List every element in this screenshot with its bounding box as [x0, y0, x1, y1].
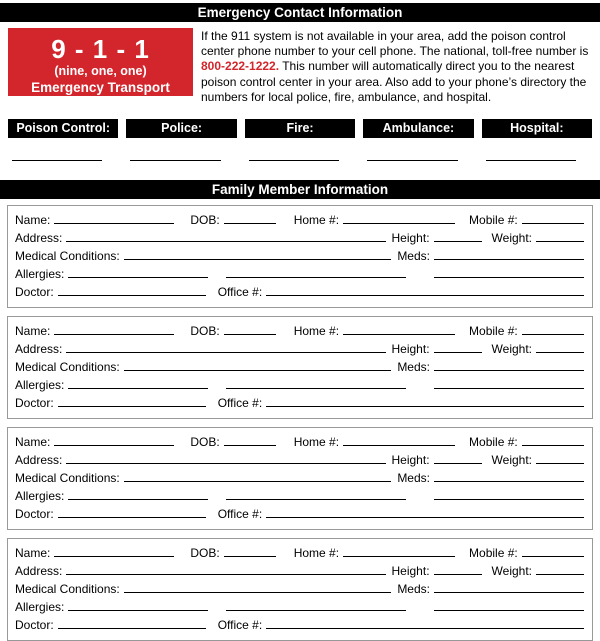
allergies-continuation-blank	[226, 487, 406, 500]
card-row-medical	[15, 247, 584, 265]
field-label-address: Address:	[15, 231, 63, 246]
contact-label: Fire:	[245, 119, 355, 138]
medical-conditions-blank	[124, 580, 392, 593]
field-label-address: Address:	[15, 453, 63, 468]
emergency-contacts-row	[8, 119, 592, 161]
emergency-intro	[0, 22, 600, 112]
meds-continuation-blank-2	[434, 394, 584, 407]
doctor-blank	[58, 505, 206, 518]
meds-blank	[434, 580, 584, 593]
name-blank	[54, 211, 174, 224]
field-label-home-phone: Home #:	[293, 435, 340, 450]
contact-phone-blank	[367, 148, 457, 161]
section-title: Family Member Information	[211, 182, 389, 198]
contact-label: Hospital:	[482, 119, 592, 138]
card-row-name	[15, 322, 584, 340]
field-label-dob: DOB:	[190, 213, 220, 228]
field-label-weight: Weight:	[491, 564, 532, 579]
field-label-doctor: Doctor:	[15, 285, 54, 300]
field-label-name: Name:	[15, 435, 51, 450]
home-phone-blank	[343, 322, 455, 335]
field-label-medical-conditions: Medical Conditions:	[15, 360, 120, 375]
family-member-card	[7, 316, 593, 419]
height-blank	[434, 229, 482, 242]
allergies-blank	[68, 487, 208, 500]
meds-blank	[434, 358, 584, 371]
dob-blank	[224, 544, 276, 557]
office-phone-blank	[266, 505, 434, 518]
address-blank	[66, 229, 385, 242]
name-blank	[54, 544, 174, 557]
dob-blank	[224, 322, 276, 335]
field-label-medical-conditions: Medical Conditions:	[15, 582, 120, 597]
weight-blank	[536, 229, 584, 242]
field-label-doctor: Doctor:	[15, 396, 54, 411]
doctor-blank	[58, 283, 206, 296]
address-blank	[66, 340, 385, 353]
field-label-dob: DOB:	[190, 435, 220, 450]
section-title: Emergency Contact Information	[197, 5, 403, 20]
field-label-meds: Meds:	[397, 471, 430, 486]
meds-blank	[434, 247, 584, 260]
contact-label: Ambulance:	[363, 119, 473, 138]
mobile-phone-blank	[522, 433, 584, 446]
weight-blank	[536, 562, 584, 575]
field-label-medical-conditions: Medical Conditions:	[15, 249, 120, 264]
meds-continuation-blank	[434, 265, 584, 278]
family-member-card	[7, 538, 593, 641]
mobile-phone-blank	[522, 544, 584, 557]
poison-text-after: This number will automatically direct you to the nearest poison control center in your area. Also add to your phone’s directory the numbers for local police, fire, ambulance, and hospital.	[201, 59, 587, 104]
contact-phone-blank	[130, 148, 220, 161]
field-label-office-phone: Office #:	[217, 618, 263, 633]
office-phone-blank	[266, 394, 434, 407]
card-row-address	[15, 451, 584, 469]
field-label-allergies: Allergies:	[15, 378, 65, 393]
field-label-name: Name:	[15, 213, 51, 228]
medical-conditions-blank	[124, 358, 392, 371]
card-row-name	[15, 433, 584, 451]
field-label-height: Height:	[391, 342, 430, 357]
card-row-allergies	[15, 376, 584, 394]
field-label-weight: Weight:	[491, 231, 532, 246]
emergency-contact-form	[0, 3, 600, 633]
card-row-doctor	[15, 505, 584, 523]
poison-control-paragraph	[201, 29, 594, 105]
card-row-medical	[15, 469, 584, 487]
allergies-blank	[68, 598, 208, 611]
home-phone-blank	[343, 544, 455, 557]
card-row-medical	[15, 580, 584, 598]
contact-column	[126, 119, 236, 161]
card-row-address	[15, 229, 584, 247]
meds-continuation-blank-2	[434, 505, 584, 518]
address-blank	[66, 562, 385, 575]
emergency-system-label: Emergency Transport System	[31, 80, 170, 112]
card-row-allergies	[15, 265, 584, 283]
card-row-allergies	[15, 598, 584, 616]
meds-continuation-blank-2	[434, 283, 584, 296]
contact-column	[8, 119, 118, 161]
field-label-height: Height:	[391, 564, 430, 579]
card-row-address	[15, 562, 584, 580]
contact-label: Police:	[126, 119, 236, 138]
allergies-blank	[68, 376, 208, 389]
field-label-weight: Weight:	[491, 453, 532, 468]
poison-text-before: If the 911 system is not available in your area, add the poison control center phone number to your cell phone. The national, toll-free number is	[201, 29, 589, 59]
field-label-mobile-phone: Mobile #:	[469, 435, 518, 450]
field-label-height: Height:	[391, 231, 430, 246]
home-phone-blank	[343, 433, 455, 446]
doctor-blank	[58, 394, 206, 407]
field-label-weight: Weight:	[491, 342, 532, 357]
dob-blank	[224, 211, 276, 224]
field-label-home-phone: Home #:	[293, 324, 340, 339]
family-member-card	[7, 205, 593, 308]
field-label-mobile-phone: Mobile #:	[469, 213, 518, 228]
field-label-meds: Meds:	[397, 582, 430, 597]
field-label-address: Address:	[15, 564, 63, 579]
family-member-cards	[0, 205, 600, 641]
allergies-blank	[68, 265, 208, 278]
contact-column	[363, 119, 473, 161]
meds-blank	[434, 469, 584, 482]
meds-continuation-blank	[434, 487, 584, 500]
field-label-home-phone: Home #:	[293, 546, 340, 561]
card-row-doctor	[15, 394, 584, 412]
field-label-allergies: Allergies:	[15, 489, 65, 504]
contact-column	[245, 119, 355, 161]
allergies-continuation-blank	[226, 265, 406, 278]
field-label-dob: DOB:	[190, 546, 220, 561]
contact-phone-blank	[249, 148, 339, 161]
dob-blank	[224, 433, 276, 446]
field-label-name: Name:	[15, 324, 51, 339]
card-row-allergies	[15, 487, 584, 505]
family-member-card	[7, 427, 593, 530]
field-label-name: Name:	[15, 546, 51, 561]
field-label-meds: Meds:	[397, 360, 430, 375]
weight-blank	[536, 451, 584, 464]
medical-conditions-blank	[124, 469, 392, 482]
name-blank	[54, 322, 174, 335]
field-label-home-phone: Home #:	[293, 213, 340, 228]
card-row-medical	[15, 358, 584, 376]
field-label-office-phone: Office #:	[217, 396, 263, 411]
field-label-allergies: Allergies:	[15, 600, 65, 615]
name-blank	[54, 433, 174, 446]
field-label-mobile-phone: Mobile #:	[469, 546, 518, 561]
field-label-dob: DOB:	[190, 324, 220, 339]
card-row-name	[15, 544, 584, 562]
field-label-office-phone: Office #:	[217, 507, 263, 522]
mobile-phone-blank	[522, 211, 584, 224]
meds-continuation-blank	[434, 376, 584, 389]
contact-phone-blank	[12, 148, 102, 161]
mobile-phone-blank	[522, 322, 584, 335]
meds-continuation-blank	[434, 598, 584, 611]
field-label-doctor: Doctor:	[15, 618, 54, 633]
office-phone-blank	[266, 283, 434, 296]
field-label-allergies: Allergies:	[15, 267, 65, 282]
emergency-911-box	[8, 28, 193, 112]
contact-phone-blank	[486, 148, 576, 161]
allergies-continuation-blank	[226, 376, 406, 389]
emergency-number-phonetic: (nine, one, one)	[54, 64, 147, 78]
field-label-meds: Meds:	[397, 249, 430, 264]
field-label-medical-conditions: Medical Conditions:	[15, 471, 120, 486]
height-blank	[434, 451, 482, 464]
poison-phone-number: 800-222-1222.	[201, 59, 280, 74]
medical-conditions-blank	[124, 247, 392, 260]
card-row-doctor	[15, 616, 584, 634]
field-label-office-phone: Office #:	[217, 285, 263, 300]
weight-blank	[536, 340, 584, 353]
home-phone-blank	[343, 211, 455, 224]
height-blank	[434, 562, 482, 575]
card-row-address	[15, 340, 584, 358]
address-blank	[66, 451, 385, 464]
field-label-height: Height:	[391, 453, 430, 468]
card-row-doctor	[15, 283, 584, 301]
card-row-name	[15, 211, 584, 229]
contact-column	[482, 119, 592, 161]
contact-label: Poison Control:	[8, 119, 118, 138]
height-blank	[434, 340, 482, 353]
field-label-address: Address:	[15, 342, 63, 357]
field-label-doctor: Doctor:	[15, 507, 54, 522]
section-header-emergency-contact	[0, 3, 600, 22]
emergency-number: 9 - 1 - 1	[51, 34, 150, 64]
field-label-mobile-phone: Mobile #:	[469, 324, 518, 339]
allergies-continuation-blank	[226, 598, 406, 611]
section-header-family-member	[0, 180, 600, 199]
